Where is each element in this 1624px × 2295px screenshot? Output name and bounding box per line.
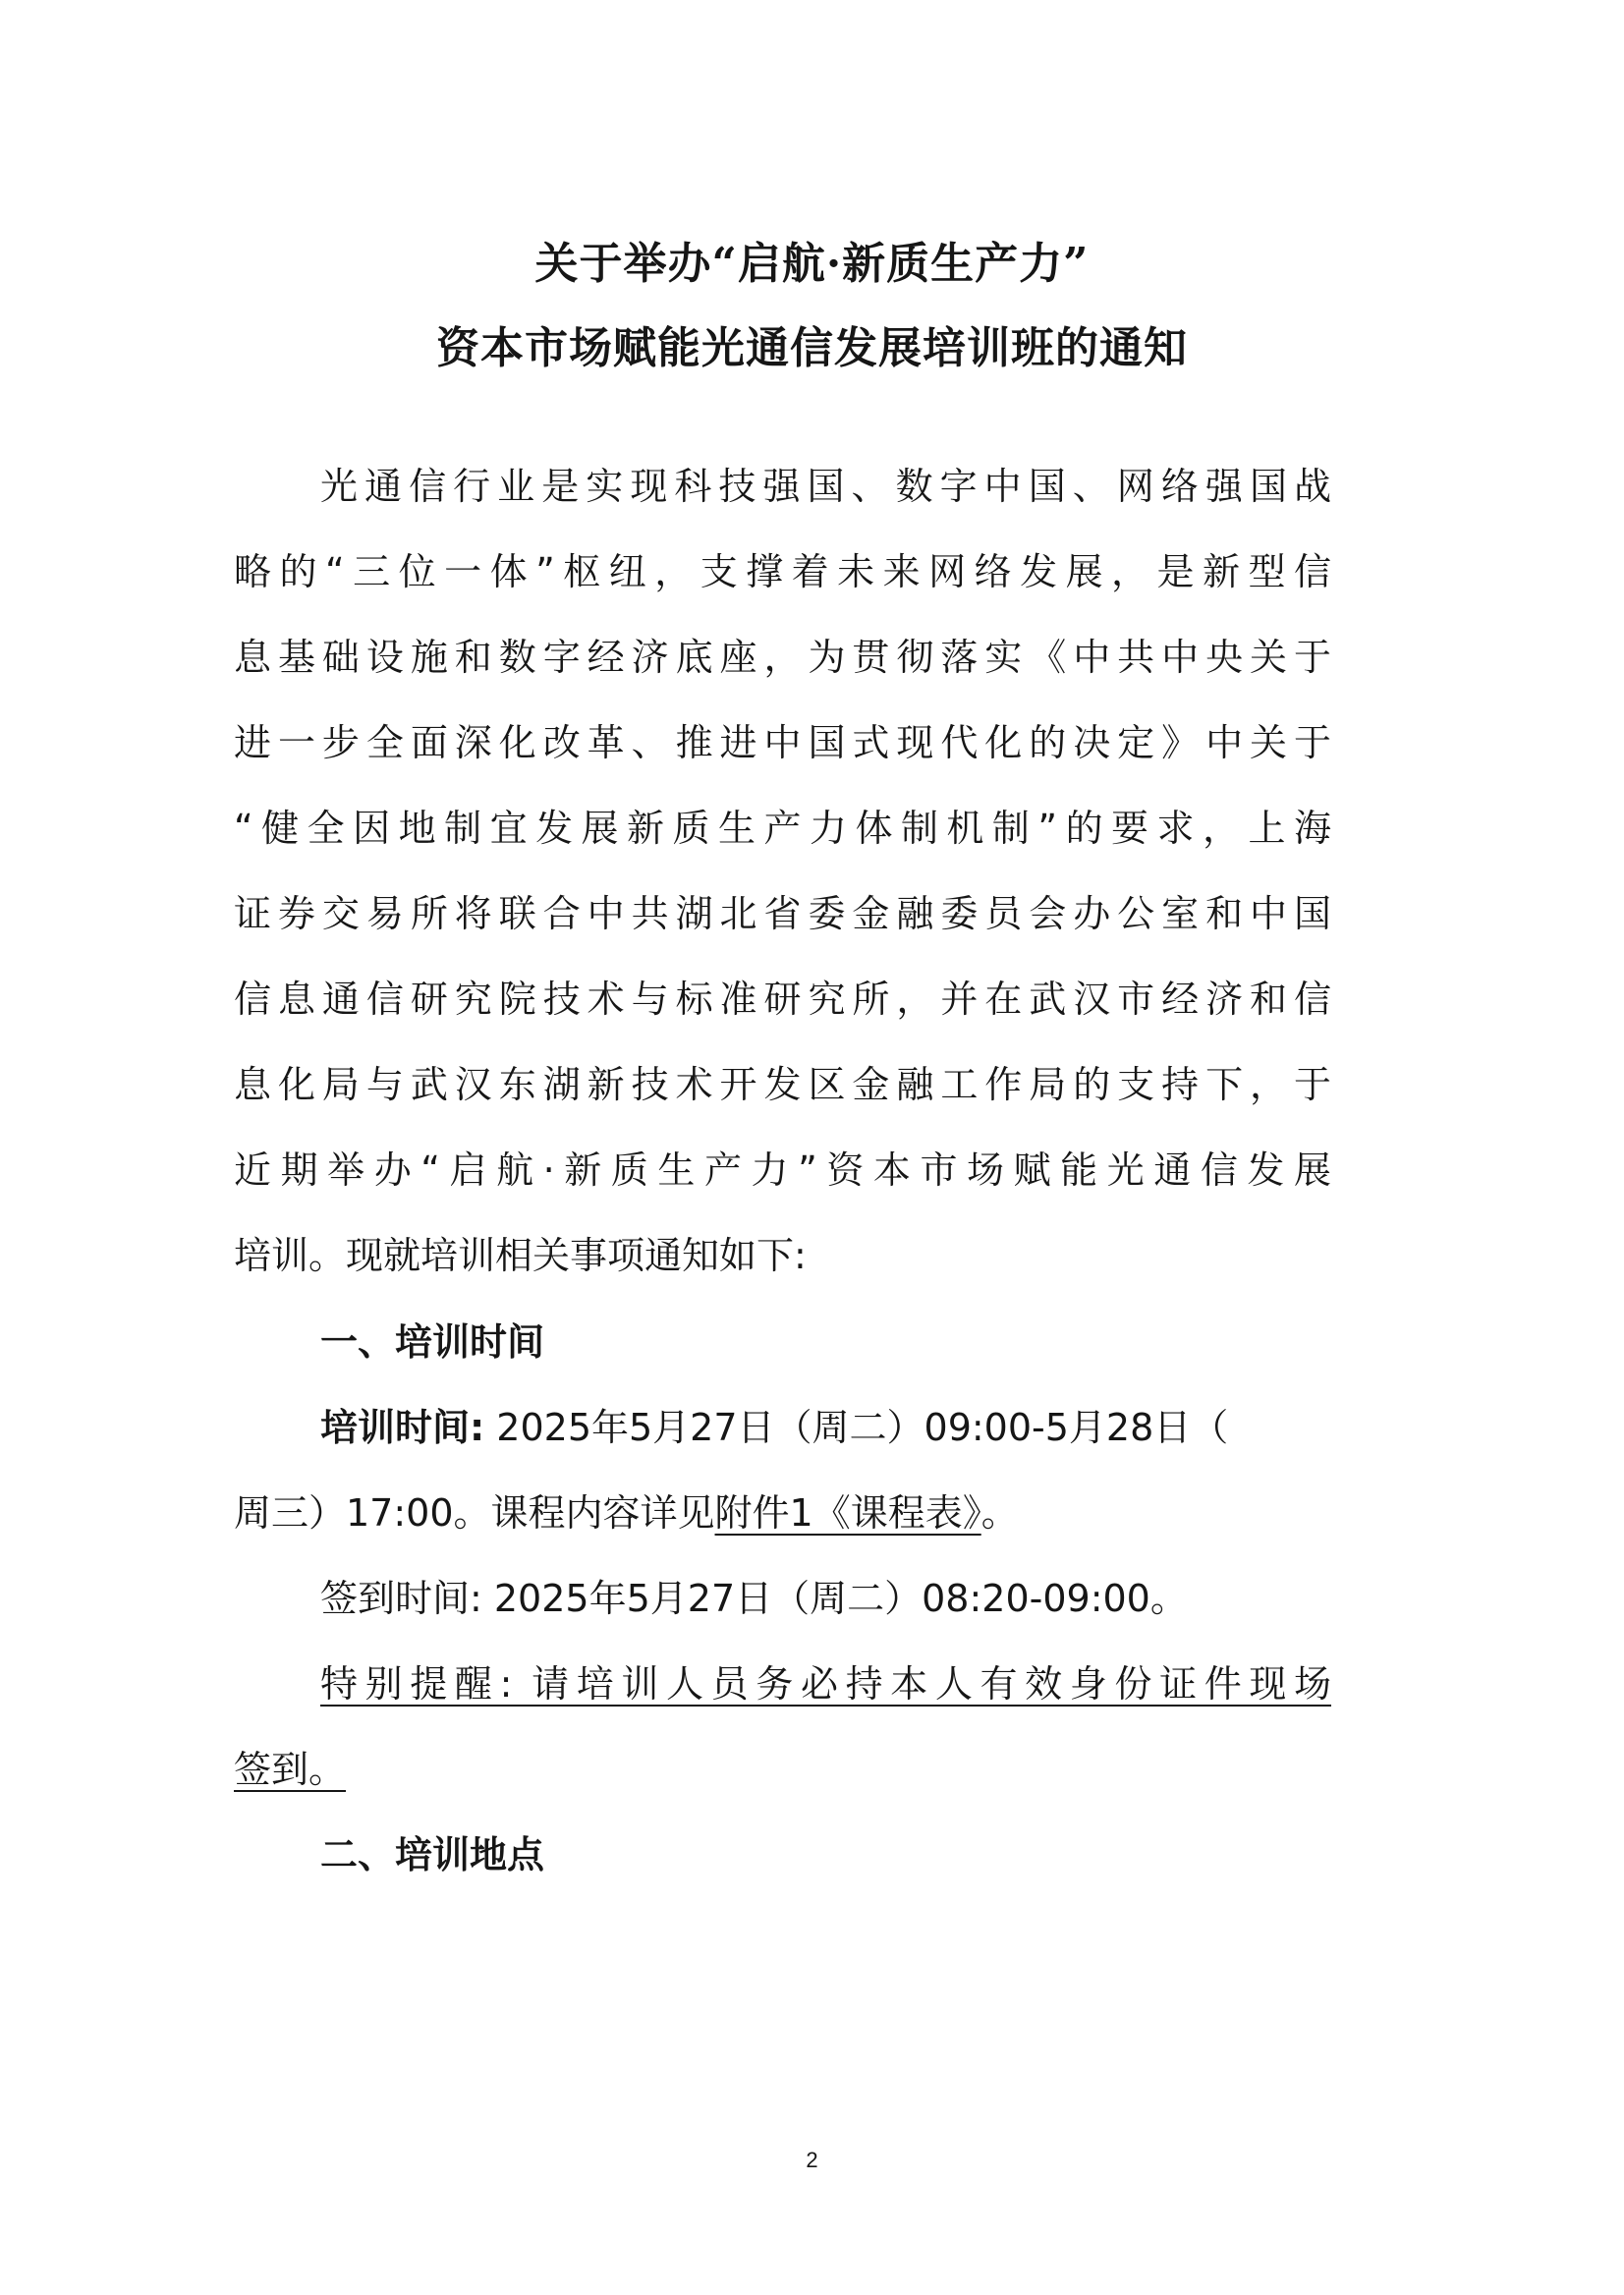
section-heading-training-location: 二、培训地点 — [320, 1833, 545, 1876]
intro-line: 信息通信研究院技术与标准研究所，并在武汉市经济和信 — [234, 978, 1331, 1021]
special-reminder-line-2: 签到。 — [234, 1748, 347, 1791]
intro-line: 光通信行业是实现科技强国、数字中国、网络强国战 — [320, 465, 1331, 508]
training-time-value: 2025年5月27日（周二）09:00-5月28日（ — [484, 1406, 1229, 1449]
title-line-2: 资本市场赋能光通信发展培训班的通知 — [436, 323, 1188, 373]
intro-line: “健全因地制宜发展新质生产力体制机制”的要求，上海 — [234, 807, 1331, 850]
intro-line: 息化局与武汉东湖新技术开发区金融工作局的支持下，于 — [234, 1063, 1331, 1106]
attachment-1-link[interactable]: 附件1《课程表》 — [714, 1491, 981, 1535]
training-time-end: 。 — [980, 1491, 1019, 1535]
page-number: 2 — [806, 2148, 818, 2172]
special-reminder-line-1: 特别提醒: 请培训人员务必持本人有效身份证件现场 — [320, 1662, 1331, 1706]
title-line-1: 关于举办“启航·新质生产力” — [534, 239, 1090, 289]
intro-line: 培训。现就培训相关事项通知如下: — [234, 1234, 807, 1277]
training-time-continued: 周三）17:00。课程内容详见 — [234, 1491, 715, 1535]
intro-line: 息基础设施和数字经济底座，为贯彻落实《中共中央关于 — [234, 636, 1331, 679]
intro-line: 略的“三位一体”枢纽，支撑着未来网络发展，是新型信 — [234, 550, 1331, 593]
training-time-label: 培训时间: — [320, 1406, 485, 1449]
intro-line: 进一步全面深化改革、推进中国式现代化的决定》中关于 — [234, 721, 1331, 764]
training-time-line-1 — [320, 1403, 1228, 1452]
signin-time: 签到时间: 2025年5月27日（周二）08:20-09:00。 — [320, 1577, 1188, 1620]
training-time-line-2 — [234, 1488, 1019, 1538]
intro-line: 近期举办“启航·新质生产力”资本市场赋能光通信发展 — [234, 1148, 1331, 1192]
section-heading-training-time: 一、培训时间 — [320, 1320, 545, 1364]
intro-line: 证券交易所将联合中共湖北省委金融委员会办公室和中国 — [234, 892, 1331, 935]
